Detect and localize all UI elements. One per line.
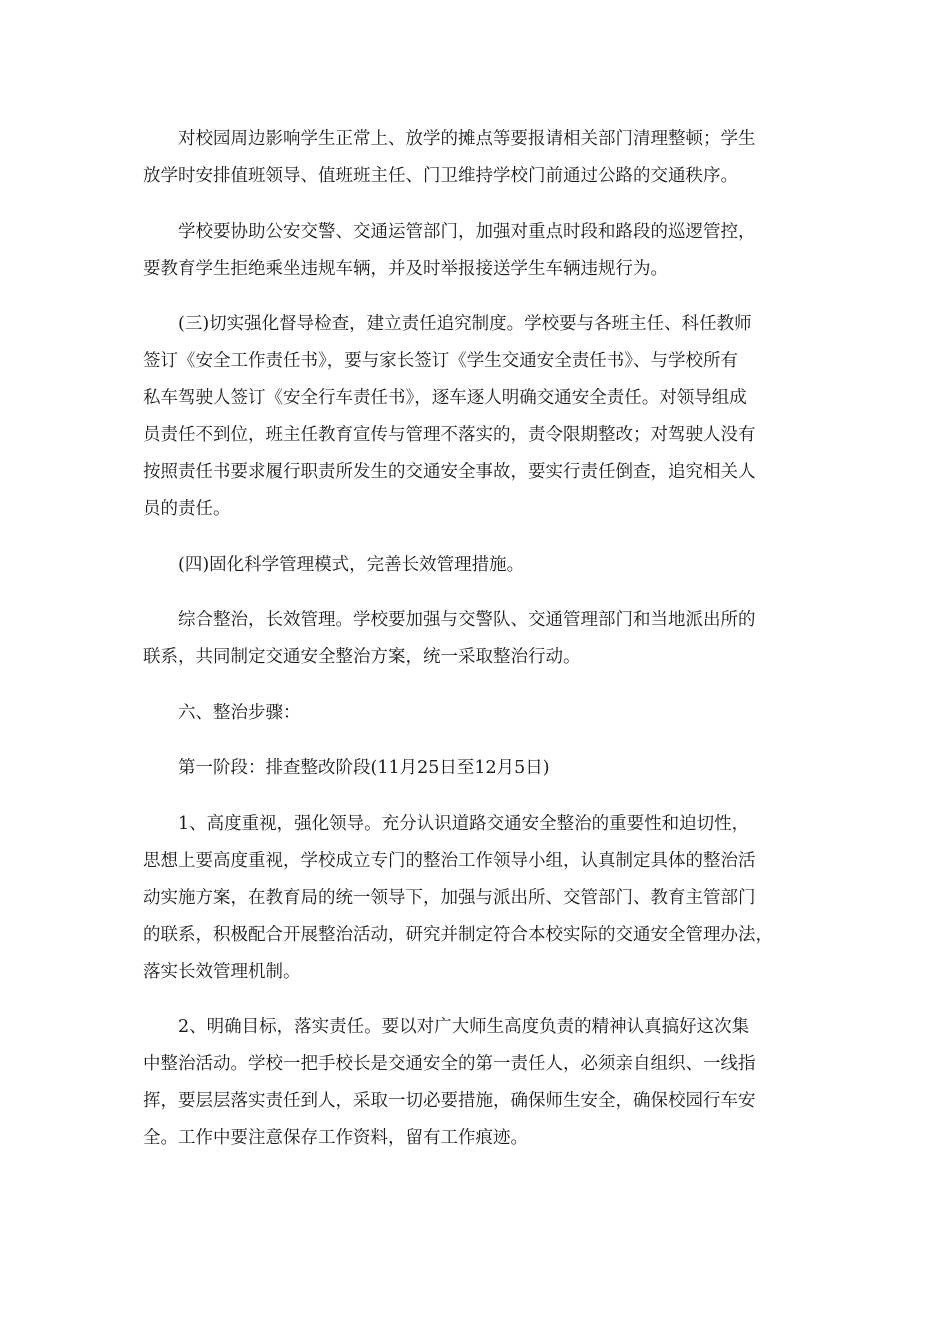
- paragraph-line: 中整治活动。学校一把手校长是交通安全的第一责任人，必须亲自组织、一线指: [143, 1054, 756, 1074]
- paragraph-line: 动实施方案，在教育局的统一领导下，加强与派出所、交管部门、教育主管部门: [143, 887, 756, 908]
- paragraph-line: 六、整治步骤：: [178, 702, 301, 723]
- paragraph-line: 挥，要层层落实责任到人，采取一切必要措施，确保师生安全，确保校园行车安: [143, 1091, 756, 1111]
- paragraph-line: 联系，共同制定交通安全整治方案，统一采取整治行动。: [143, 647, 581, 667]
- paragraph: [143, 121, 807, 195]
- paragraph: [143, 602, 807, 676]
- paragraph-line: (三)切实强化督导检查，建立责任追究制度。学校要与各班主任、科任教师: [178, 314, 752, 334]
- paragraph-line: 全。工作中要注意保存工作资料，留有工作痕迹。: [143, 1128, 528, 1148]
- paragraph: [143, 750, 807, 787]
- paragraph-line: 签订《安全工作责任书》，要与家长签订《学生交通安全责任书》、与学校所有: [143, 351, 738, 371]
- paragraph: [143, 806, 807, 991]
- paragraph-line: 对校园周边影响学生正常上、放学的摊点等要报请相关部门清理整顿；学生: [178, 129, 756, 149]
- paragraph: [143, 214, 807, 288]
- paragraph: [143, 547, 807, 584]
- paragraph-line: 学校要协助公安交警、交通运管部门，加强对重点时段和路段的巡逻管控，: [178, 221, 756, 242]
- paragraph-line: 要教育学生拒绝乘坐违规车辆，并及时举报接送学生车辆违规行为。: [143, 258, 668, 279]
- paragraph-line: 1、高度重视，强化领导。充分认识道路交通安全整治的重要性和迫切性，: [178, 813, 750, 834]
- paragraph-line: 员责任不到位，班主任教育宣传与管理不落实的，责令限期整改；对驾驶人没有: [143, 425, 756, 445]
- paragraph-line: 2、明确目标，落实责任。要以对广大师生高度负责的精神认真搞好这次集: [178, 1017, 750, 1037]
- paragraph-line: 思想上要高度重视，学校成立专门的整治工作领导小组，认真制定具体的整治活: [143, 850, 756, 871]
- paragraph: [143, 695, 807, 732]
- paragraph-line: 员的责任。: [143, 499, 231, 519]
- paragraph-line: 的联系，积极配合开展整治活动，研究并制定符合本校实际的交通安全管理办法，: [143, 924, 773, 945]
- paragraph-line: 落实长效管理机制。: [143, 961, 301, 982]
- paragraph-line: (四)固化科学管理模式，完善长效管理措施。: [178, 554, 525, 575]
- paragraph-line: 综合整治，长效管理。学校要加强与交警队、交通管理部门和当地派出所的: [178, 610, 756, 630]
- paragraph-line: 第一阶段：排查整改阶段(11月25日至12月5日): [178, 758, 550, 778]
- paragraph: [143, 1009, 807, 1157]
- paragraph-line: 按照责任书要求履行职责所发生的交通安全事故，要实行责任倒查，追究相关人: [143, 462, 756, 482]
- paragraph: [143, 306, 807, 528]
- paragraph-line: 私车驾驶人签订《安全行车责任书》，逐车逐人明确交通安全责任。对领导组成: [143, 388, 747, 408]
- document-body: [143, 121, 807, 1176]
- paragraph-line: 放学时安排值班领导、值班班主任、门卫维持学校门前通过公路的交通秩序。: [143, 166, 738, 186]
